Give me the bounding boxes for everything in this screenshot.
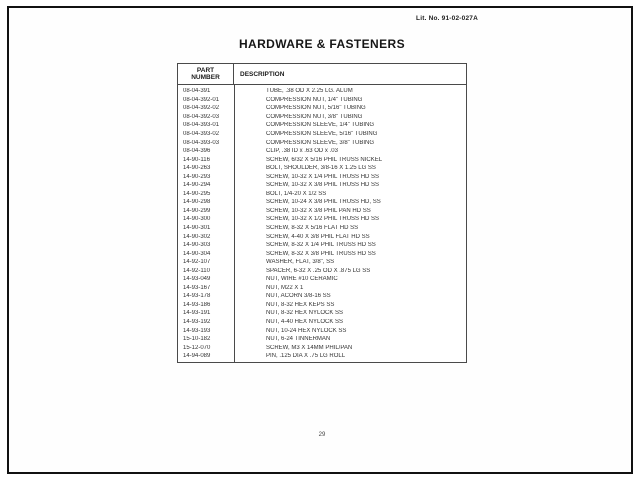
page-number: 29: [318, 432, 326, 438]
table-row: [178, 284, 466, 293]
description-cell: WASHER, FLAT, 3/8", SS: [266, 259, 335, 266]
part-number-cell: 14-90-302: [183, 233, 211, 240]
description-cell: NUT, 8-32 HEX KEPS SS: [266, 301, 335, 308]
description-cell: TUBE, .38 OD X 2.25 LG. ALUM: [266, 88, 353, 95]
table-row: [178, 241, 466, 250]
part-number-cell: 08-04-392-02: [183, 105, 220, 112]
part-number-cell: 14-90-301: [183, 225, 211, 232]
table-row: [178, 113, 466, 122]
description-cell: COMPRESSION NUT, 3/8" TUBING: [266, 113, 363, 120]
table-body: [178, 85, 466, 362]
description-cell: NUT, 8-32 HEX NYLOCK SS: [266, 310, 344, 317]
table-row: [178, 207, 466, 216]
description-cell: SCREW, 8-32 X 1/4 PHIL TRUSS HD SS: [266, 242, 376, 249]
description-cell: COMPRESSION SLEEVE, 3/8" TUBING: [266, 139, 375, 146]
table-row: [178, 224, 466, 233]
part-number-cell: 14-90-263: [183, 165, 211, 172]
part-number-cell: 14-93-049: [183, 276, 211, 283]
part-number-header-line2: NUMBER: [191, 74, 220, 81]
description-cell: NUT, ACORN 3/8-16 SS: [266, 293, 331, 300]
part-number-cell: 14-90-304: [183, 250, 211, 257]
description-cell: SCREW, 10-32 X 1/2 PHIL TRUSS HD SS: [266, 216, 380, 223]
table-row: [178, 121, 466, 130]
description-header: DESCRIPTION: [240, 70, 285, 78]
part-number-cell: 14-90-300: [183, 216, 211, 223]
table-row: [178, 164, 466, 173]
part-number-cell: 14-93-178: [183, 293, 211, 300]
part-number-cell: 08-04-393-03: [183, 139, 220, 146]
description-cell: COMPRESSION SLEEVE, 5/16" TUBING: [266, 131, 378, 137]
table-row: [178, 335, 466, 344]
description-cell: SCREW, 4-40 X 3/8 PHIL FLAT HD SS: [266, 233, 370, 240]
part-number-cell: 14-90-116: [183, 156, 210, 163]
table-row: [178, 198, 466, 207]
description-cell: BOLT, 1/4-20 X 1/2 SS: [266, 190, 327, 197]
table-row: [178, 96, 466, 105]
part-number-cell: 14-90-298: [183, 199, 211, 206]
table-row: [178, 232, 466, 241]
description-cell: SCREW, 8-32 X 5/16 FLAT HD SS: [266, 225, 359, 232]
column-divider: [234, 85, 235, 362]
table-row: [178, 130, 466, 139]
description-cell: NUT, 4-40 HEX NYLOCK SS: [266, 319, 344, 326]
table-row: [178, 104, 466, 113]
part-number-cell: 08-04-392-03: [183, 113, 220, 120]
description-cell: SCREW, 10-32 X 3/8 PHIL PAN HD SS: [266, 207, 371, 214]
description-cell: SCREW, M3 X 14MM PHIL/PAN: [266, 344, 353, 351]
part-number-cell: 08-04-392-01: [183, 96, 220, 103]
page-title: HARDWARE & FASTENERS: [238, 37, 405, 51]
parts-table: [177, 63, 467, 363]
description-cell: PIN, .125 DIA X .75 LG ROLL: [266, 353, 346, 360]
table-row: [178, 275, 466, 284]
description-cell: SCREW, 10-24 X 3/8 PHIL TRUSS HD, SS: [266, 199, 381, 206]
table-row: [178, 181, 466, 190]
table-row: [178, 155, 466, 164]
part-number-cell: 14-90-295: [183, 190, 211, 197]
table-row: [178, 87, 466, 96]
description-cell: SCREW, 6/32 X 5/16 PHIL TRUSS NICKEL: [266, 156, 383, 163]
part-number-cell: 08-04-391: [183, 88, 211, 95]
part-number-cell: 14-94-089: [183, 353, 211, 360]
description-cell: BOLT, SHOULDER, 3/8-16 X 1.25 LG SS: [266, 165, 376, 172]
table-row: [178, 343, 466, 352]
part-number-cell: 14-93-167: [183, 284, 211, 291]
table-row: [178, 138, 466, 147]
part-number-cell: 15-12-070: [183, 344, 211, 351]
description-cell: COMPRESSION NUT, 5/16" TUBING: [266, 105, 366, 112]
table-row: [178, 190, 466, 199]
part-number-cell: 14-93-193: [183, 327, 211, 334]
table-header-row: [178, 64, 466, 85]
part-number-cell: 08-04-393-01: [183, 122, 220, 129]
part-number-cell: 14-90-293: [183, 173, 211, 180]
description-cell: COMPRESSION SLEEVE, 1/4" TUBING: [266, 122, 375, 129]
table-row: [178, 266, 466, 275]
part-number-header-line1: PART: [196, 66, 215, 74]
part-number-cell: 15-10-182: [183, 336, 211, 343]
table-row: [178, 258, 466, 267]
part-number-cell: 14-93-192: [183, 319, 211, 326]
description-cell: NUT, 10-24 HEX NYLOCK SS: [266, 327, 347, 334]
description-cell: SPACER, 6-32 X .25 OD X .875 LG SS: [266, 267, 371, 274]
description-cell: SCREW, 10-32 X 3/8 PHIL TRUSS HD SS: [266, 182, 380, 189]
table-row: [178, 292, 466, 301]
description-cell: CLIP, .38 ID x .63 OD x .03: [266, 148, 338, 155]
table-row: [178, 301, 466, 310]
part-number-header: [178, 64, 234, 84]
part-number-cell: 14-90-294: [183, 182, 211, 189]
part-number-cell: 08-04-396: [183, 148, 211, 155]
table-row: [178, 147, 466, 156]
table-row: [178, 249, 466, 258]
description-cell: SCREW, 10-32 X 1/4 PHIL TRUSS HD SS: [266, 173, 380, 180]
table-row: [178, 215, 466, 224]
part-number-cell: 14-93-191: [183, 310, 211, 317]
part-number-cell: 08-04-393-02: [183, 131, 220, 137]
description-cell: NUT, M22 X 1: [266, 284, 304, 291]
table-row: [178, 309, 466, 318]
part-number-cell: 14-93-186: [183, 301, 211, 308]
description-cell: SCREW, 8-32 X 3/8 PHIL TRUSS HD SS: [266, 250, 376, 257]
table-row: [178, 172, 466, 181]
part-number-cell: 14-92-110: [183, 267, 210, 274]
table-row: [178, 318, 466, 327]
description-cell: COMPRESSION NUT, 1/4" TUBING: [266, 96, 363, 103]
part-number-cell: 14-92-107: [183, 259, 211, 266]
literature-number: Lit. No. 91-02-027A: [416, 15, 478, 22]
part-number-cell: 14-90-303: [183, 242, 211, 249]
part-number-cell: 14-90-299: [183, 207, 211, 214]
description-cell: NUT, 6-24 TINNERMAN: [266, 336, 331, 343]
description-cell: NUT, WIRE #10 CERAMIC: [266, 276, 338, 283]
table-row: [178, 352, 466, 361]
table-row: [178, 326, 466, 335]
